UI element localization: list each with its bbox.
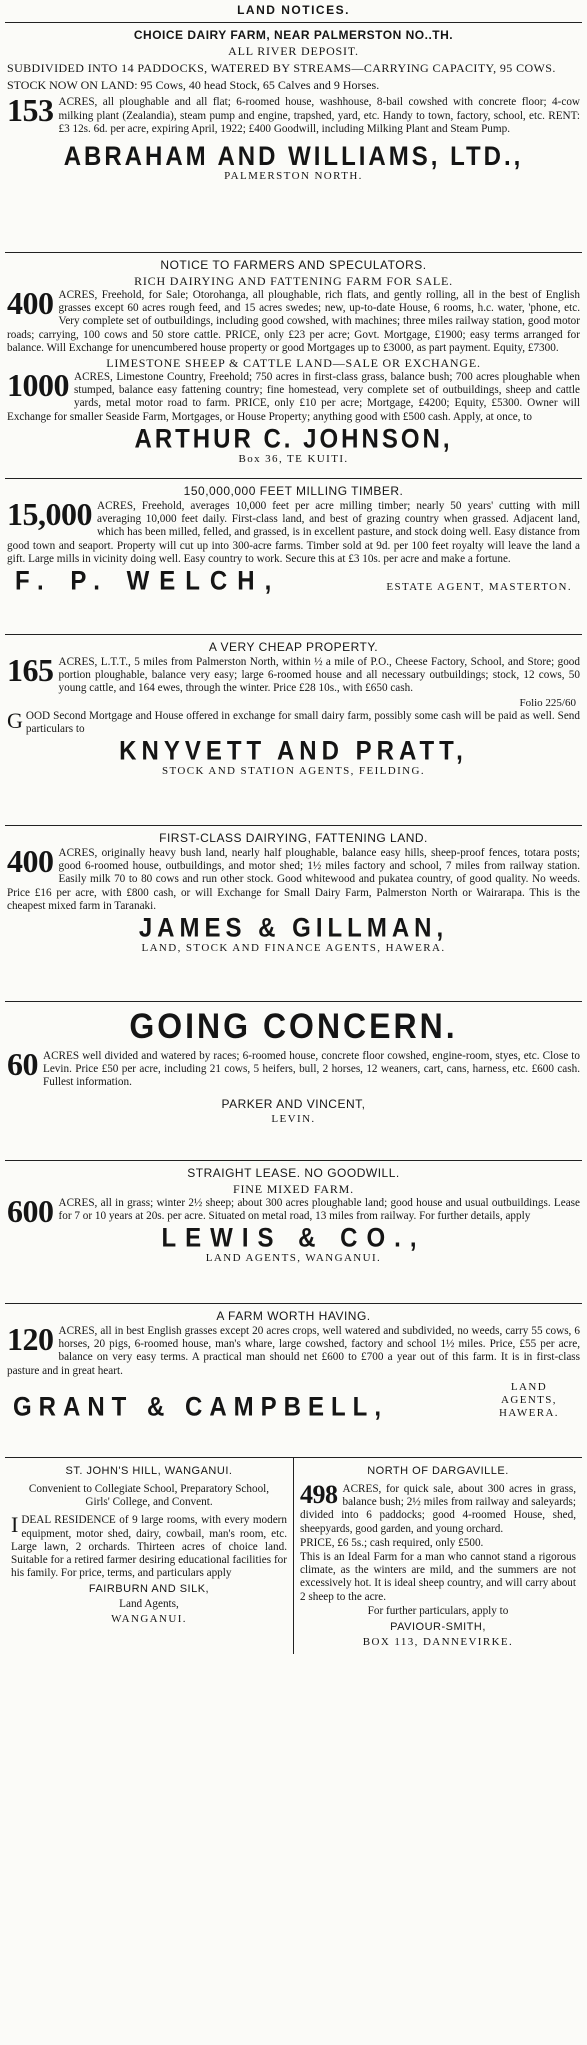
ad-heading: FIRST-CLASS DAIRYING, FATTENING LAND. xyxy=(159,831,428,845)
ad-intro: Convenient to Collegiate School, Preparatory School, Girls' College, and Convent. xyxy=(28,1483,270,1509)
advert-cheap-property xyxy=(5,635,582,826)
ad-body: 600 ACRES, all in grass; winter 2½ sheep; about 300 acres ploughable land; good house and usual outbuildings. Lease for 7 or 10 years at 20s. per acre. Situated on metal road, 13 miles from railway. For further details, apply xyxy=(7,1193,580,1229)
advert-straight-lease xyxy=(5,1161,582,1304)
agent-address: BOX 113, DANNEVIRKE. xyxy=(362,1636,514,1649)
acreage-number: 400 xyxy=(7,285,54,321)
agent-line xyxy=(7,567,580,595)
agent-name: LEWIS & CO., xyxy=(161,1224,426,1254)
ad-heading: 150,000,000 FEET MILLING TIMBER. xyxy=(183,484,404,498)
ad-price: PRICE, £6 5s.; cash required, only £500. xyxy=(300,1536,484,1549)
agent-name: F. P. WELCH, xyxy=(15,566,282,597)
drop-cap: G xyxy=(7,707,23,733)
ad-line: STOCK NOW ON LAND: 95 Cows, 40 head Stock, 65 Calves and 9 Horses. xyxy=(7,78,380,93)
agent-title: LAND AGENTS, HAWERA. xyxy=(499,1380,559,1419)
drop-cap: I xyxy=(11,1512,19,1538)
advert-st-johns-hill xyxy=(5,1458,293,1654)
ad-heading: A FARM WORTH HAVING. xyxy=(216,1309,371,1323)
acreage-number: 15,000 xyxy=(7,496,92,532)
agent-line xyxy=(7,1379,580,1421)
ad-body: 120 ACRES, all in best English grasses except 20 acres crops, well watered and subdivided, no weeds, carry 55 cows, 6 horses, 20 pigs, 6-roomed house, man's whare, large cowshed, factory and school 1½ miles. Price, £55 per acre, balance on very easy terms. A practical man should net £600 to £700 a year out of this farm. It is in first-class pasture and in great heart. xyxy=(7,1321,580,1377)
ad-heading: NOTICE TO FARMERS AND SPECULATORS. xyxy=(160,258,427,272)
ad-heading: A VERY CHEAP PROPERTY. xyxy=(208,640,379,654)
agent-name: PAVIOUR-SMITH, xyxy=(390,1621,486,1634)
advert-north-of-dargaville xyxy=(293,1458,582,1654)
acreage-number: 153 xyxy=(7,92,54,129)
agent-address: STOCK AND STATION AGENTS, FEILDING. xyxy=(161,764,426,777)
ad-heading: STRAIGHT LEASE. NO GOODWILL. xyxy=(187,1166,400,1180)
ad-body: 400 ACRES, Freehold, for Sale; Otorohanga, all ploughable, rich flats, and gently rolling, all in the best of English grasses except 60 acres rough feed, and 15 acres swedes; new, up-to-date House, 6 rooms, h.c. water, 'phone, etc. Very complete set of outbuildings, including good cowshed, with machines; three miles railway station, good motor roads; carrying, 100 cows and 50 store cattle. PRICE, only £23 per acre; Govt. Mortgage, £1900; easy terms arranged for balance. Will Exchange for unencumbered house property or good Mortgages up to £3000, as part payment. Equity, £7300. xyxy=(7,285,580,354)
advert-choice-dairy-farm xyxy=(5,23,582,253)
ad-body: 165 ACRES, L.T.T., 5 miles from Palmerston North, within ½ a mile of P.O., Cheese Factory, School, and Store; good portion ploughable, balance very easy; large 6-roomed house and all necessary outbuildings; stock, 12 cows, 50 young cattle, and 164 ewes, through the winter. Price £28 10s., with £650 cash. xyxy=(7,652,580,695)
agent-address: WANGANUI. xyxy=(111,1612,187,1625)
ad-body: IDEAL RESIDENCE of 9 large rooms, with every modern equipment, motor shed, dairy, cowbail, man's room, etc. Large lawn, 2 orchards. Thirteen acres of choice land. Suitable for a retired farmer desiring educational facilities for his family. For price, terms, and particulars apply xyxy=(11,1512,287,1580)
ad-body: 60 ACRES well divided and watered by races; 6-roomed house, concrete floor cowshed, engine-room, styes, etc. Close to Levin. Price £50 per acre, including 21 cows, 5 heifers, bull, 2 horses, 12 weaners, cart, cans, harness, etc. £600 cash. Fullest information. xyxy=(7,1045,580,1088)
advert-going-concern xyxy=(5,1002,582,1161)
advert-dairying-fattening xyxy=(5,826,582,1002)
agent-address: LAND, STOCK AND FINANCE AGENTS, HAWERA. xyxy=(141,941,446,954)
acreage-number: 120 xyxy=(7,1321,54,1357)
ad-title: GOING CONCERN. xyxy=(129,1006,458,1046)
agent-name: ABRAHAM AND WILLIAMS, LTD., xyxy=(63,141,524,172)
ad-subheading: ALL RIVER DEPOSIT. xyxy=(228,44,359,58)
acreage-number: 1000 xyxy=(7,367,69,404)
acreage-number: 600 xyxy=(7,1193,54,1229)
agent-address: LEVIN. xyxy=(271,1113,316,1126)
section-title: LAND NOTICES. xyxy=(5,0,582,23)
agent-name: FAIRBURN AND SILK, xyxy=(88,1583,210,1596)
ad-heading: CHOICE DAIRY FARM, NEAR PALMERSTON NO..TH. xyxy=(133,28,454,42)
ad-subheading: RICH DAIRYING AND FATTENING FARM FOR SALE. xyxy=(134,274,453,288)
agent-name: KNYVETT AND PRATT, xyxy=(119,736,468,767)
ad-subheading: LIMESTONE SHEEP & CATTLE LAND—SALE OR EXCHANGE. xyxy=(106,356,481,371)
ad-heading: NORTH OF DARGAVILLE. xyxy=(367,1465,509,1477)
advert-farm-worth-having xyxy=(5,1304,582,1458)
ad-body: 153 ACRES, all ploughable and all flat; 6-roomed house, washhouse, 8-bail cowshed with concrete floor; 4-cow milking plant (Zealandia), steam pump and engine, trapshed, yard, etc. Handy to town, factory, school, etc. RENT: £3 12s. 6d. per acre, expiring April, 1922; £400 Goodwill, including Milking Plant and Steam Pump. xyxy=(7,92,580,135)
agent-address: LAND AGENTS, WANGANUI. xyxy=(205,1252,382,1265)
agent-address: PALMERSTON NORTH. xyxy=(224,169,363,182)
advert-milling-timber xyxy=(5,479,582,635)
ad-apply: For further particulars, apply to xyxy=(367,1604,509,1617)
ad-body: 1000 ACRES, Limestone Country, Freehold; 750 acres in first-class grass, balance bush; 700 acres ploughable when stumped, balance easy fattening country; fine homestead, very complete set of outbuildings, sheep and cattle yards, metal motor road to farm. PRICE, only £10 per acre; Mortgage, £4200; Equity, £5300. Owner will Exchange for smaller Seaside Farm, Mortgages, or House Property; anything good with £500 cash. Apply, at once, to xyxy=(7,367,580,423)
agent-name: PARKER AND VINCENT, xyxy=(221,1097,366,1112)
folio-reference: Folio 225/60 xyxy=(519,696,576,709)
agent-name: GRANT & CAMPBELL, xyxy=(13,1392,388,1423)
agent-name: ARTHUR C. JOHNSON, xyxy=(134,424,453,455)
ad-subheading: FINE MIXED FARM. xyxy=(233,1182,354,1196)
agent-name: JAMES & GILLMAN, xyxy=(138,913,449,944)
acreage-number: 498 xyxy=(300,1480,338,1509)
agent-line: Land Agents, xyxy=(119,1598,179,1611)
agent-address: Box 36, TE KUITI. xyxy=(238,452,349,465)
acreage-number: 400 xyxy=(7,843,54,879)
ad-heading: ST. JOHN'S HILL, WANGANUI. xyxy=(65,1465,233,1477)
ad-body: This is an Ideal Farm for a man who cannot stand a rigorous climate, as the winters are mild, and the summers are not excessively hot. It is ideal sheep country, and will carry about 2 sheep to the acre. xyxy=(300,1551,576,1603)
two-column-adverts xyxy=(5,1458,582,1654)
ad-body: 15,000 ACRES, Freehold, averages 10,000 feet per acre milling timber; nearly 50 years' cutting with mill averaging 10,000 feet daily. First-class land, and best of grazing country when grassed. Adjacent land, which has been milled, felled, and grassed, is in excellent pasture, and stock doing well. Easy distance from good town and seaport. Property will cut up into 300-acre farms. Timber sold at 9d. per 100 feet royalty will leave the land a gift. Large mills in vicinity doing well. Easy country to work. Secure this at £3 10s. per acre and make a fortune. xyxy=(7,496,580,565)
ad-body: GOOD Second Mortgage and House offered in exchange for small dairy farm, possibly some cash will be paid as well. Send particulars to xyxy=(7,707,580,735)
acreage-number: 60 xyxy=(7,1045,38,1082)
ad-body: 498 ACRES, for quick sale, about 300 acres in grass, balance bush; 2½ miles from railway and saleyards; divided into 6 paddocks; good 4-roomed House, shed, sheepyards, good garden, and young orchard. xyxy=(300,1480,576,1535)
acreage-number: 165 xyxy=(7,652,54,688)
ad-line: SUBDIVIDED INTO 14 PADDOCKS, WATERED BY STREAMS—CARRYING CAPACITY, 95 COWS. xyxy=(7,61,556,75)
agent-title: ESTATE AGENT, MASTERTON. xyxy=(386,580,572,593)
advert-otorohanga-farm xyxy=(5,253,582,479)
ad-body: 400 ACRES, originally heavy bush land, nearly half ploughable, balance easy hills, sheep-proof fences, totara posts; good 6-roomed house, outbuildings, and motor shed; 1½ miles factory and school, 7 miles from railway station. Easily milk 70 to 80 cows and run other stock. Good whitewood and pukatea country, of good quality. No weeds. Price £16 per acre, with £800 cash, or will Exchange for Small Dairy Farm, Palmerston North or Wairarapa. This is the cheapest mixed farm in Taranaki. xyxy=(7,843,580,912)
